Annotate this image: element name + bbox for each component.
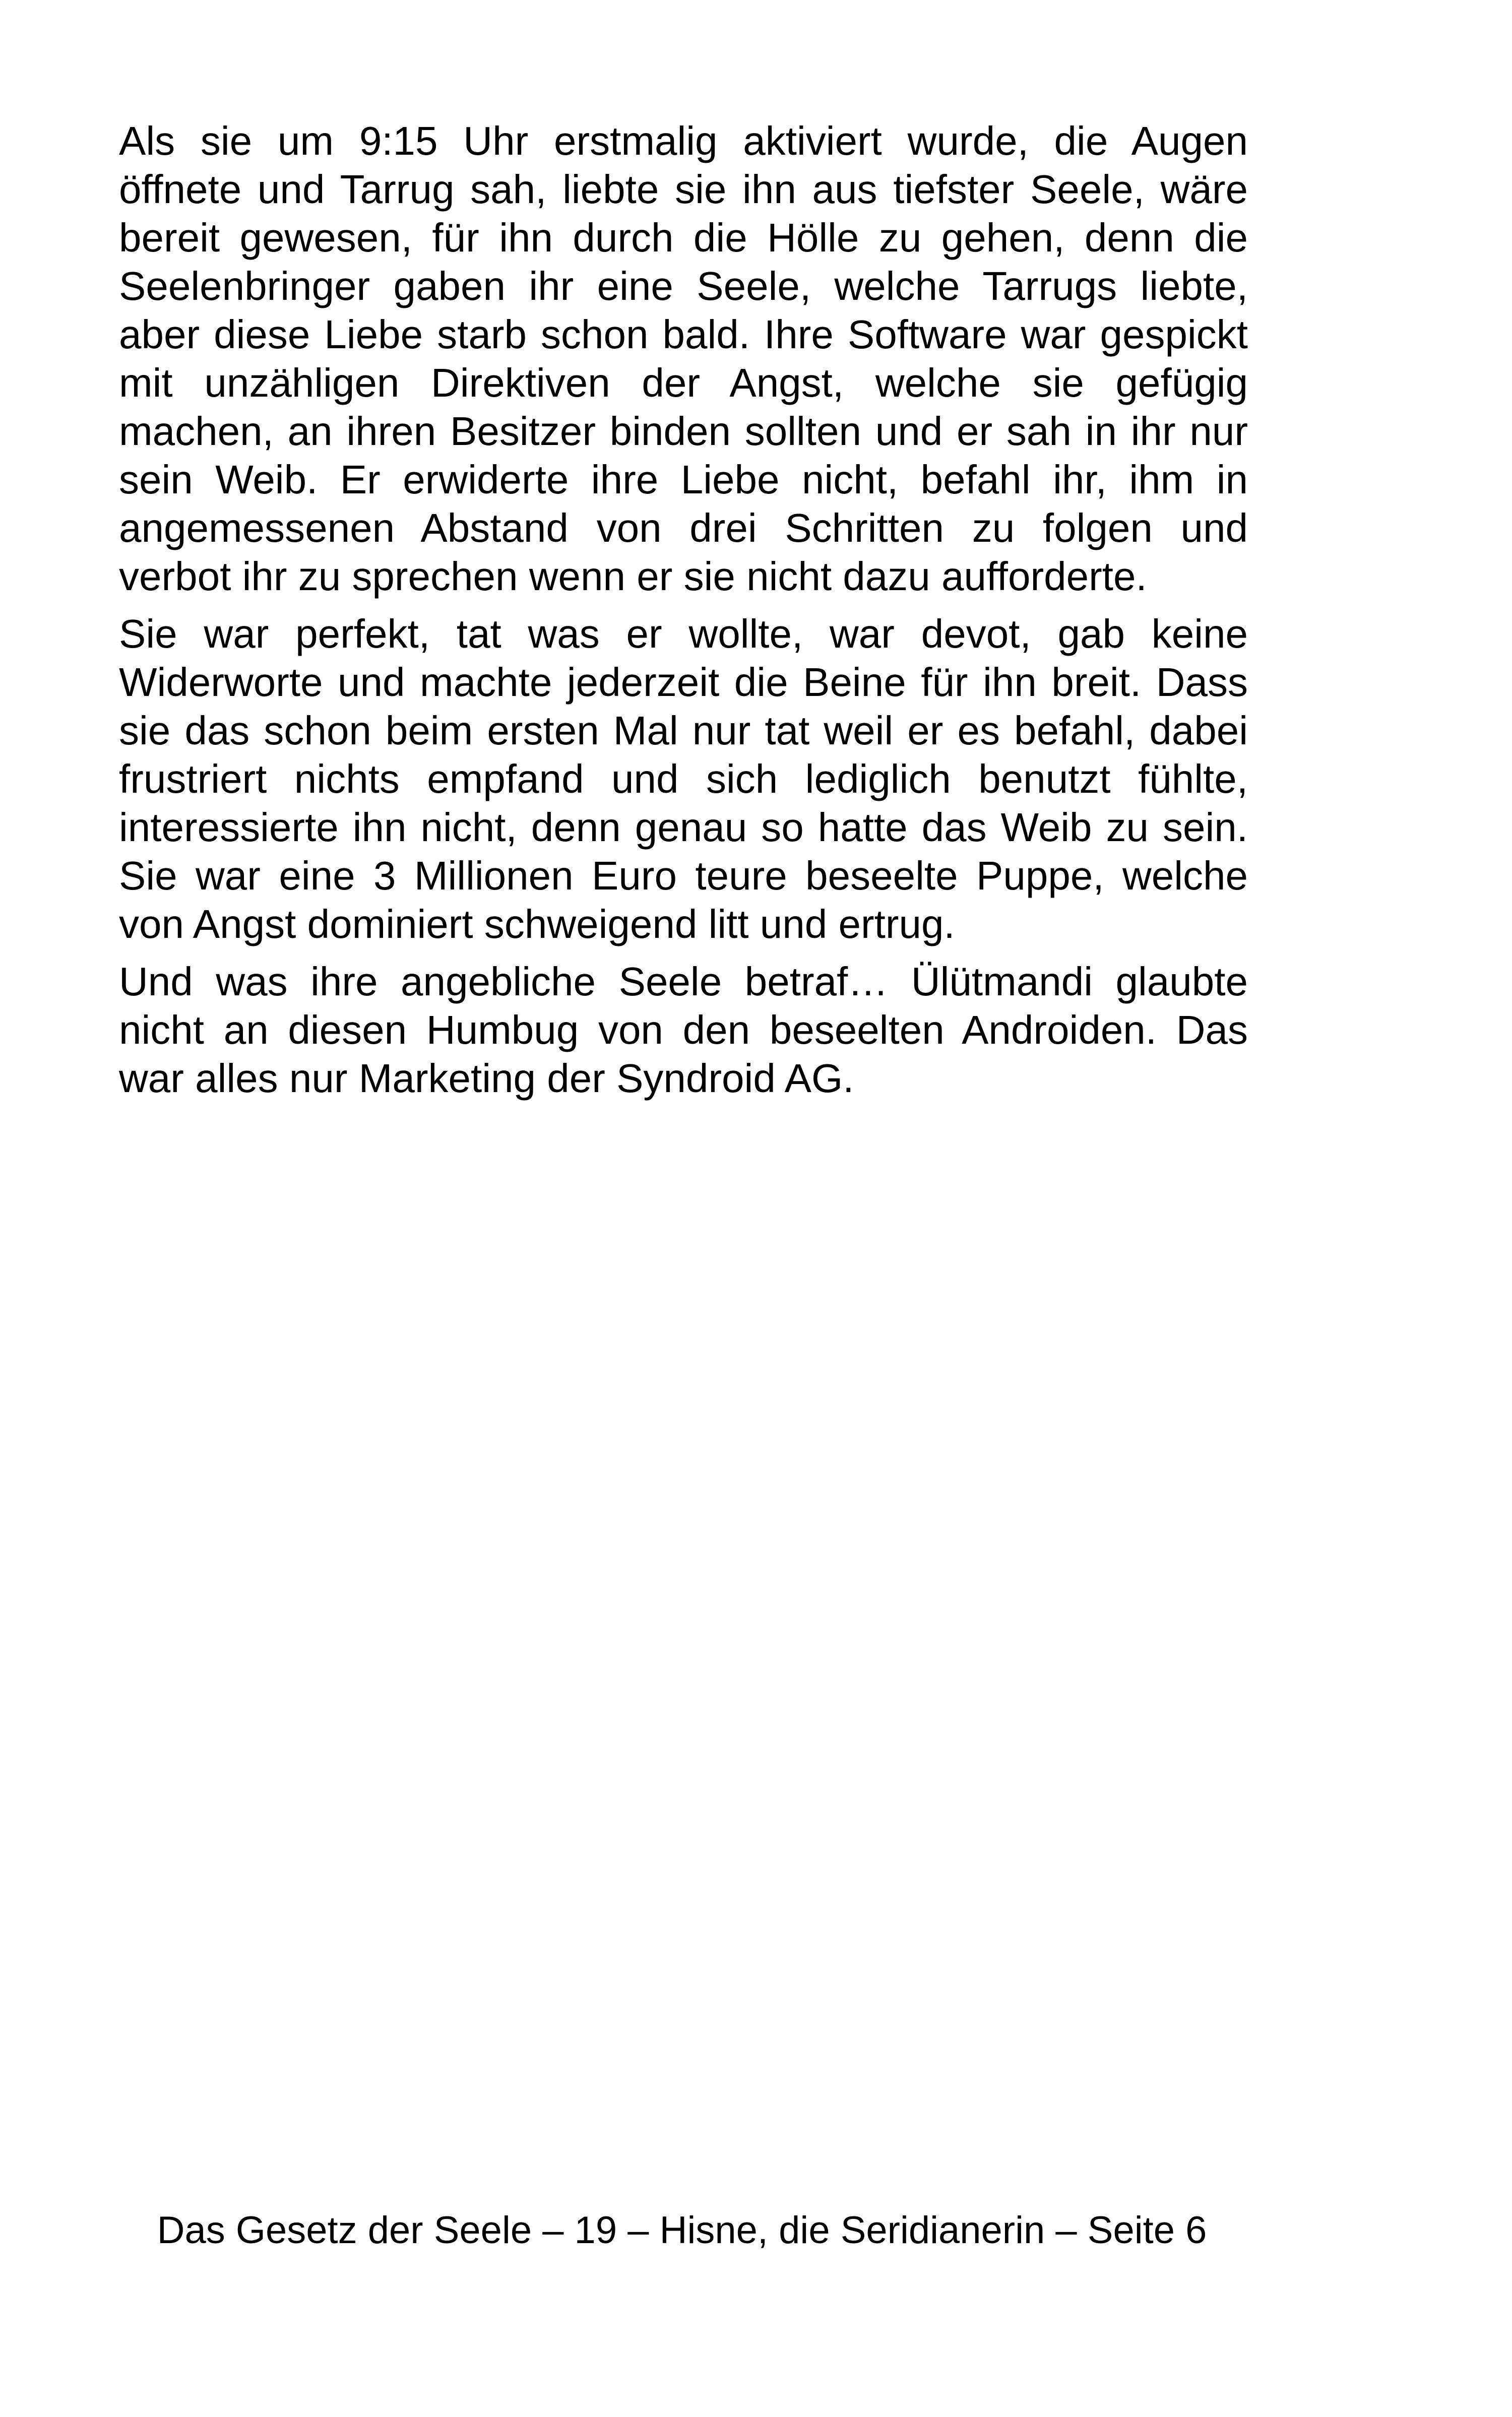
body-text xyxy=(119,117,1248,1112)
paragraph-3: Und was ihre angebliche Seele betraf… Ülütmandi glaubte nicht an diesen Humbug von den beseelten Androiden. Das war alles nur Marketing der Syndroid AG. xyxy=(119,959,1248,1101)
paragraph-1: Als sie um 9:15 Uhr erstmalig aktiviert wurde, die Augen öffnete und Tarrug sah, liebte sie ihn aus tiefster Seele, wäre bereit gewesen, für ihn durch die Hölle zu gehen, denn die Seelenbringer gaben ihr eine Seele, welche Tarrugs liebte, aber diese Liebe starb schon bald. Ihre Software war gespickt mit unzähligen Direktiven der Angst, welche sie gefügig machen, an ihren Besitzer binden sollten und er sah in ihr nur sein Weib. Er erwiderte ihre Liebe nicht, befahl ihr, ihm in angemessenen Abstand von drei Schritten zu folgen und verbot ihr zu sprechen wenn er sie nicht dazu aufforderte. xyxy=(119,118,1248,599)
paragraph-2: Sie war perfekt, tat was er wollte, war devot, gab keine Widerworte und machte jederzeit die Beine für ihn breit. Dass sie das schon beim ersten Mal nur tat weil er es befahl, dabei frustriert nichts empfand und sich lediglich benutzt fühlte, interessierte ihn nicht, denn genau so hatte das Weib zu sein. Sie war eine 3 Millionen Euro teure beseelte Puppe, welche von Angst dominiert schweigend litt und ertrug. xyxy=(119,611,1248,946)
page-footer: Das Gesetz der Seele – 19 – Hisne, die Seridianerin – Seite 6 xyxy=(157,2209,1207,2252)
